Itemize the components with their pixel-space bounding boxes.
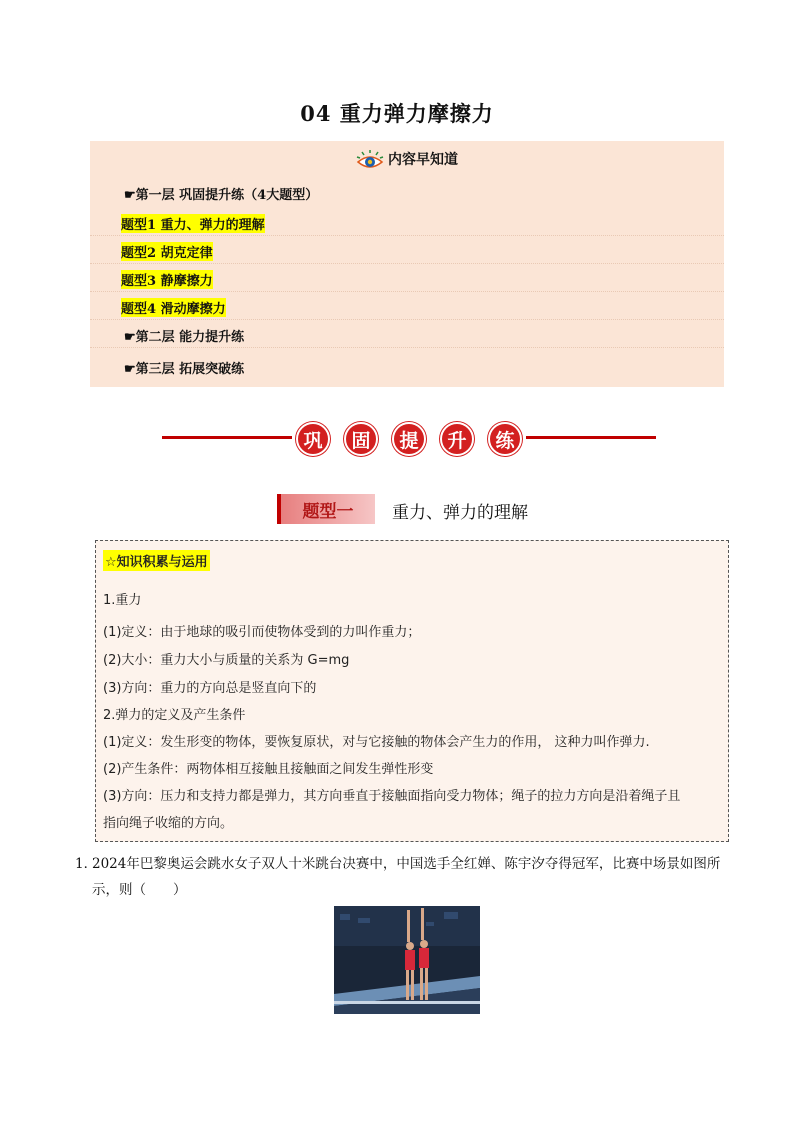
knowledge-line: (1)定义：由于地球的吸引而使物体受到的力叫作重力； (103, 625, 421, 640)
question-text: 2024年巴黎奥运会跳水女子双人十米跳台决赛中，中国选手全红婵、陈宇汐夺得冠军，比赛中场景如图所示，则（ ） (92, 856, 721, 898)
banner-line-right (526, 436, 656, 439)
knowledge-line: (3)方向：压力和支持力都是弹力，其方向垂直于接触面指向受力物体；绳子的拉力方向是沿着绳子且 (103, 789, 681, 804)
toc-item[interactable]: 题型4 滑动摩擦力 (90, 293, 724, 320)
knowledge-head: ☆知识积累与运用 (103, 550, 210, 571)
page-title: 04 重力弹力摩擦力 (300, 101, 494, 126)
banner-char: 巩 (296, 422, 330, 456)
diving-photo-illustration (334, 906, 480, 1014)
toc-item[interactable]: 题型2 胡克定律 (90, 237, 724, 264)
section-tag: 题型一 (277, 494, 375, 524)
banner-char: 提 (392, 422, 426, 456)
knowledge-line: 2.弹力的定义及产生条件 (103, 708, 246, 723)
banner-char: 升 (440, 422, 474, 456)
knowledge-line: (1)定义：发生形变的物体，要恢复原状，对与它接触的物体会产生力的作用， 这种力叫作弹力. (103, 735, 650, 750)
knowledge-line: (2)产生条件：两物体相互接触且接触面之间发生弹性形变 (103, 762, 434, 777)
knowledge-line: 指向绳子收缩的方向。 (103, 816, 234, 831)
eye-icon (356, 149, 384, 171)
table-of-contents (90, 141, 724, 387)
banner-line-left (162, 436, 292, 439)
question-number: 1． (75, 856, 98, 872)
banner-char: 固 (344, 422, 378, 456)
toc-item[interactable]: ☛第三层 拓展突破练 (124, 362, 245, 377)
banner-char: 练 (488, 422, 522, 456)
toc-item[interactable]: ☛第二层 能力提升练 (90, 321, 724, 348)
knowledge-line: 1.重力 (103, 593, 142, 608)
knowledge-line: (3)方向：重力的方向总是竖直向下的 (103, 681, 317, 696)
toc-item[interactable]: ☛第一层 巩固提升练（4大题型） (124, 188, 319, 203)
diving-photo (334, 906, 480, 1014)
section-title: 重力、弹力的理解 (392, 503, 528, 523)
knowledge-box (95, 540, 729, 842)
toc-header-label: 内容早知道 (388, 152, 458, 168)
toc-header (90, 149, 724, 171)
section-banner (162, 422, 656, 456)
knowledge-line: (2)大小：重力大小与质量的关系为 G=mg (103, 653, 350, 668)
toc-item[interactable]: 题型3 静摩擦力 (90, 265, 724, 292)
toc-item[interactable]: 题型1 重力、弹力的理解 (90, 209, 724, 236)
